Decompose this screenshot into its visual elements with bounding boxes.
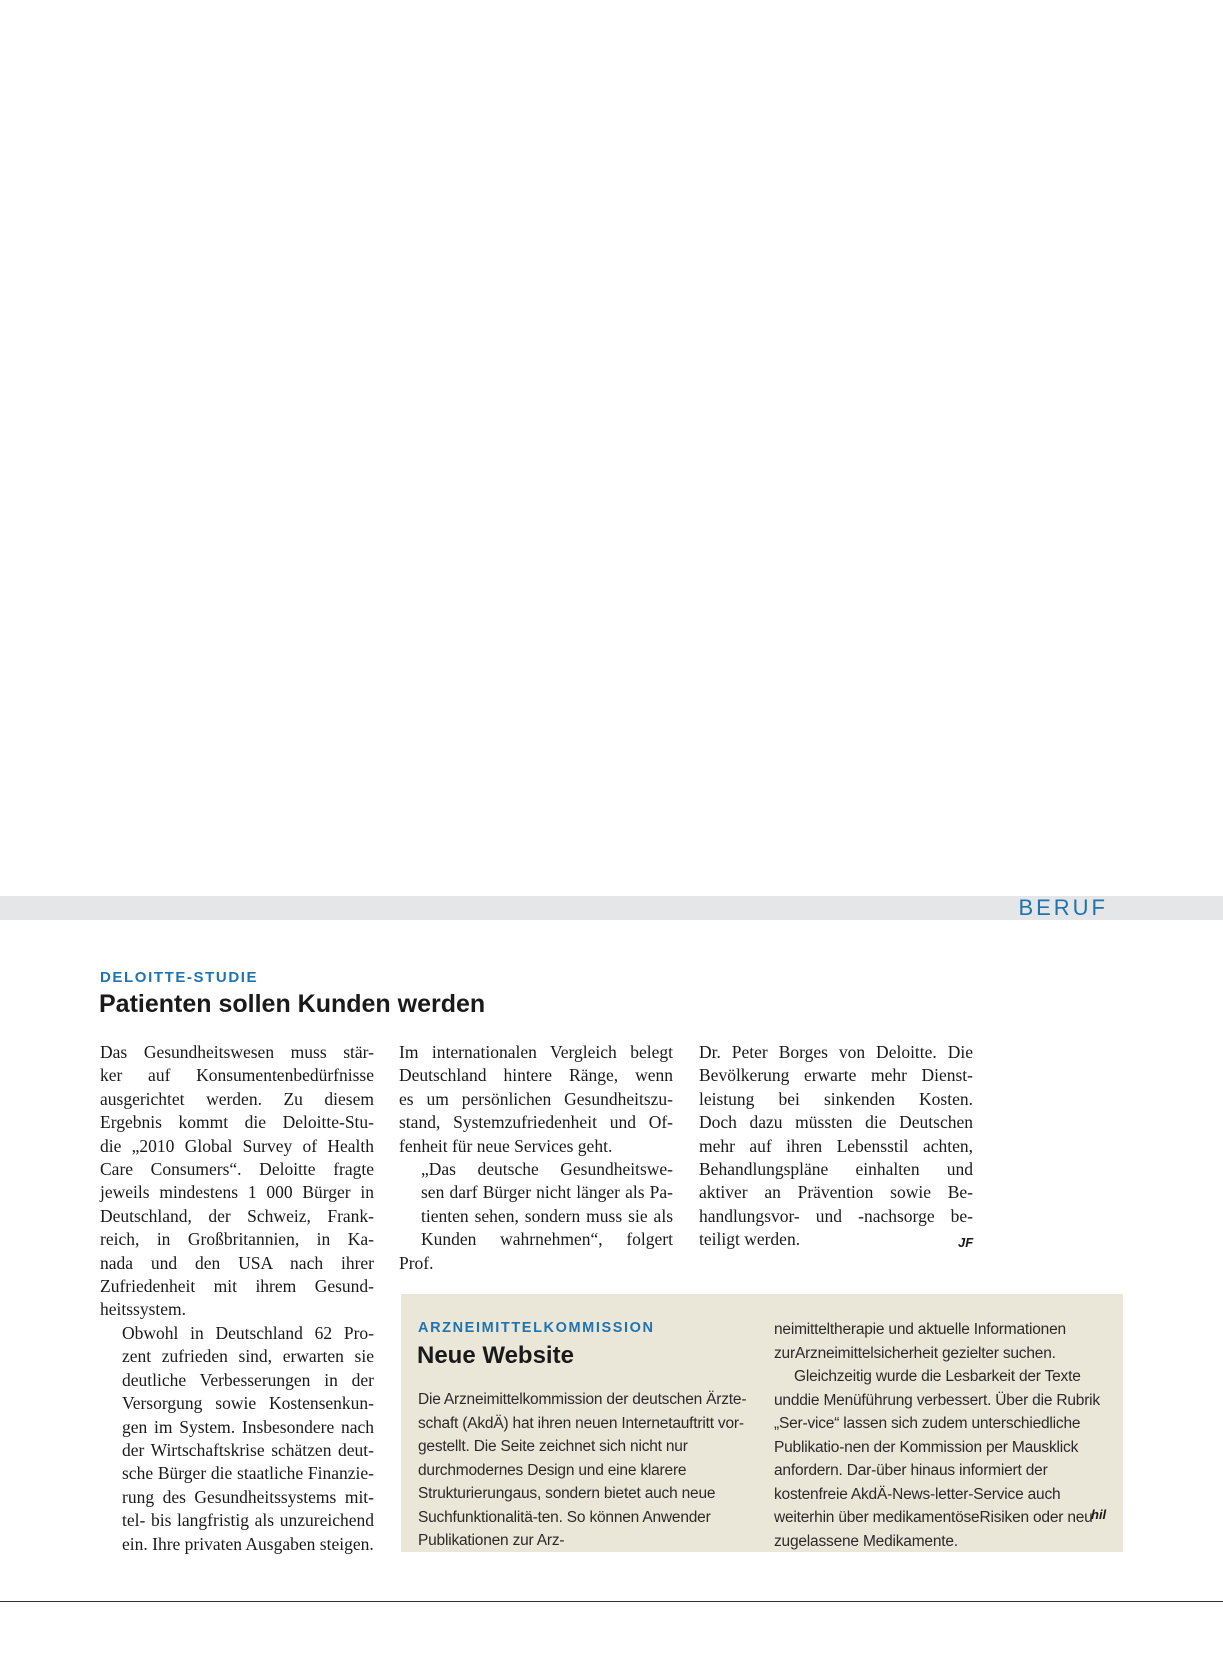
text-line: Das Gesundheitswesen muss stär-: [100, 1042, 374, 1062]
text-line: deutliche Verbesserungen in der: [122, 1369, 374, 1390]
article2-kicker: ARZNEIMITTELKOMMISSION: [418, 1320, 655, 1336]
text-line: reich, in Großbritannien, in Ka-: [100, 1229, 374, 1250]
article1-headline: Patienten sollen Kunden werden: [99, 990, 486, 1018]
text-line: tienten sehen, sondern muss sie als: [421, 1205, 673, 1226]
text-line: leistung bei sinkenden Kosten.: [699, 1088, 973, 1109]
text-line: Im internationalen Vergleich belegt: [399, 1042, 673, 1062]
text-line: rung des Gesundheitssystems mit-: [122, 1486, 374, 1507]
text-line: schaft (AkdÄ) hat ihren neuen Internetauftritt vor-: [418, 1414, 744, 1432]
text-line: Arzneimittelsicherheit gezielter suchen.: [794, 1344, 1056, 1362]
text-line: Deutschland hintere Ränge, wenn: [399, 1065, 673, 1086]
text-line: nen der Kommission per Mausklick anfordern. Dar-: [774, 1438, 1079, 1479]
text-line: Dr. Peter Borges von Deloitte. Die: [699, 1042, 973, 1062]
text-line: tel- bis langfristig als unzureichend: [122, 1510, 374, 1531]
text-line: Bevölkerung erwarte mehr Dienst-: [699, 1065, 973, 1086]
text-line: jeweils mindestens 1 000 Bürger in: [100, 1182, 374, 1203]
article2-paragraph: [774, 1318, 1112, 1365]
text-line: Kunden wahrnehmen“, folgert Prof.: [399, 1229, 673, 1273]
text-line: aus, sondern bietet auch neue Suchfunktionalitä-: [418, 1485, 716, 1526]
text-line: nada und den USA nach ihrer: [100, 1252, 374, 1273]
article1-paragraph: [699, 1041, 973, 1252]
article1-kicker: DELOITTE-STUDIE: [100, 969, 259, 986]
text-line: Doch dazu müssten die Deutschen: [699, 1112, 973, 1133]
text-line: Obwohl in Deutschland 62 Pro-: [122, 1322, 374, 1343]
text-line: stand, Systemzufriedenheit und Of-: [399, 1112, 673, 1133]
article2-column-2: [774, 1318, 1112, 1553]
text-line: ein. Ihre privaten Ausgaben steigen.: [122, 1533, 374, 1554]
article1-paragraph: [100, 1041, 374, 1322]
text-line: Behandlungspläne einhalten und: [699, 1159, 973, 1180]
text-line: zent zufrieden sind, erwarten sie: [122, 1346, 374, 1367]
text-line: Care Consumers“. Deloitte fragte: [100, 1159, 374, 1180]
text-line: neimitteltherapie und aktuelle Informationen zur: [774, 1321, 1066, 1362]
text-line: vice“ lassen sich zudem unterschiedliche Publikatio-: [774, 1415, 1081, 1456]
article1-paragraph: [100, 1322, 374, 1556]
text-line: Die Arzneimittelkommission der deutschen Ärzte-: [418, 1391, 747, 1408]
text-line: ten. So können Anwender Publikationen zur Arz-: [418, 1508, 711, 1549]
article2-column-1: [418, 1388, 756, 1553]
article1-column-2: [399, 1041, 673, 1275]
text-line: die Menüführung verbessert. Über die Rubrik „Ser-: [774, 1391, 1100, 1432]
article2-signature: hil: [1091, 1507, 1107, 1522]
text-line: „Das deutsche Gesundheitswe-: [421, 1159, 673, 1180]
article1-signature: JF: [958, 1235, 974, 1250]
text-line: gen im System. Insbesondere nach: [122, 1416, 374, 1437]
text-line: Ergebnis kommt die Deloitte-Stu-: [100, 1112, 374, 1133]
text-line: über hinaus informiert der kostenfreie AkdÄ-News-: [774, 1462, 1048, 1503]
text-line: mehr auf ihren Lebensstil achten,: [699, 1135, 973, 1156]
article2-headline: Neue Website: [417, 1342, 574, 1369]
article1-paragraph: [399, 1041, 673, 1158]
text-line: aktiver an Prävention sowie Be-: [699, 1182, 973, 1203]
text-line: es um persönlichen Gesundheitszu-: [399, 1088, 673, 1109]
text-line: modernes Design und eine klarere Strukturierung: [418, 1461, 687, 1502]
text-line: teiligt werden.: [699, 1229, 801, 1250]
text-line: letter-Service auch weiterhin über medikamentöse: [774, 1485, 1061, 1526]
article1-paragraph: [399, 1158, 673, 1275]
text-line: fenheit für neue Services geht.: [399, 1135, 613, 1156]
text-line: der Wirtschaftskrise schätzen deut-: [122, 1439, 374, 1460]
text-line: ausgerichtet werden. Zu diesem: [100, 1088, 374, 1109]
article2-paragraph: [774, 1365, 1112, 1553]
text-line: ker auf Konsumentenbedürfnisse: [100, 1065, 374, 1086]
article1-column-3: [699, 1041, 973, 1252]
page-bottom-rule: [0, 1601, 1223, 1602]
text-line: Gleichzeitig wurde die Lesbarkeit der Texte und: [774, 1368, 1081, 1409]
text-line: Zufriedenheit mit ihrem Gesund-: [100, 1276, 374, 1297]
text-line: heitssystem.: [100, 1299, 187, 1320]
section-label: BERUF: [1018, 895, 1108, 920]
article2-paragraph: [418, 1388, 756, 1553]
text-line: handlungsvor- und -nachsorge be-: [699, 1205, 973, 1226]
text-line: die „2010 Global Survey of Health: [100, 1135, 374, 1156]
text-line: Deutschland, der Schweiz, Frank-: [100, 1205, 374, 1226]
text-line: sche Bürger die staatliche Finanzie-: [122, 1463, 374, 1484]
article1-column-1: [100, 1041, 374, 1556]
text-line: sen darf Bürger nicht länger als Pa-: [421, 1182, 673, 1203]
text-line: Versorgung sowie Kostensenkun-: [122, 1393, 374, 1414]
text-line: Risiken oder neu zugelassene Medikamente.: [774, 1509, 1093, 1550]
text-line: gestellt. Die Seite zeichnet sich nicht nur durch: [418, 1438, 688, 1479]
